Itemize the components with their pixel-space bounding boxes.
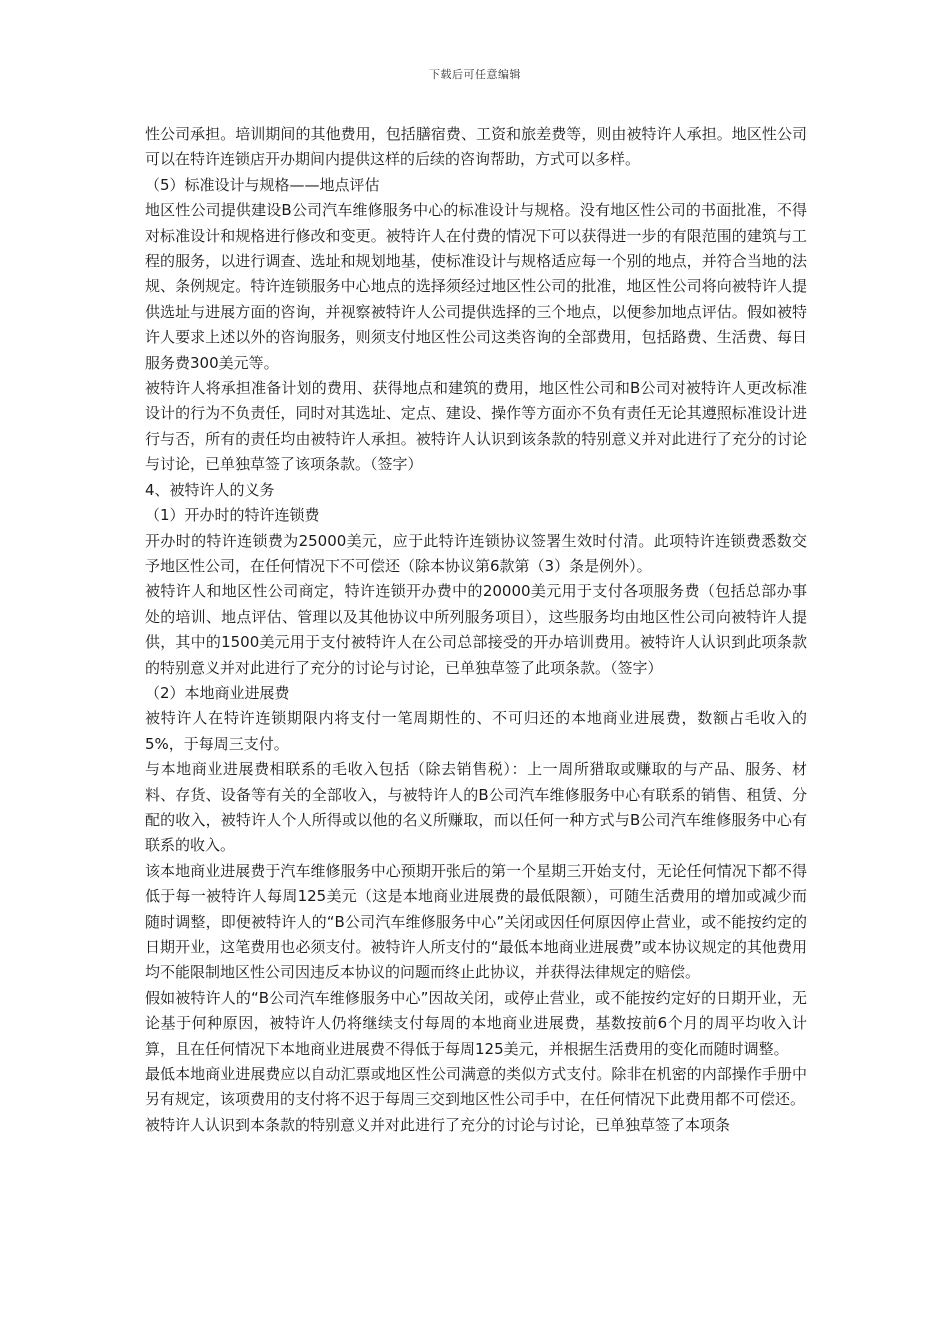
paragraph: 开办时的特许连锁费为25000美元，应于此特许连锁协议签署生效时付清。此项特许连锁费悉数交予地区性公司，在任何情况下不可偿还（除本协议第6款第（3）条是例外）。 <box>145 531 807 575</box>
paragraph: 假如被特许人的“B公司汽车维修服务中心”因故关闭，或停止营业，或不能按约定好的日期开业，无论基于何种原因，被特许人仍将继续支付每周的本地商业进展费，基数按前6个月的周平均收入计算，且在任何情况下本地商业进展费不得低于每周125美元，并根据生活费用的变化而随时调整。 <box>145 988 807 1058</box>
page-header: 下载后可任意编辑 <box>429 68 521 81</box>
paragraph: 被特许人认识到本条款的特别意义并对此进行了充分的讨论与讨论，已单独草签了本项条 <box>145 1115 731 1134</box>
paragraph: 被特许人和地区性公司商定，特许连锁开办费中的20000美元用于支付各项服务费（包括总部办事处的培训、地点评估、管理以及其他协议中所列服务项目），这些服务均由地区性公司向被特许人提供，其中的1500美元用于支付被特许人在公司总部接受的开办培训费用。被特许人认识到此项条款的特别意义并对此进行了充分的讨论与讨论，已单独草签了此项条款。（签字） <box>145 582 807 677</box>
section-heading: 4、被特许人的义务 <box>145 480 275 499</box>
paragraph: 最低本地商业进展费应以自动汇票或地区性公司满意的类似方式支付。除非在机密的内部操作手册中另有规定，该项费用的支付将不迟于每周三交到地区性公司手中，在任何情况下此费用都不可偿还。 <box>145 1065 807 1109</box>
paragraph: 被特许人将承担准备计划的费用、获得地点和建筑的费用，地区性公司和B公司对被特许人更改标准设计的行为不负责任，同时对其选址、定点、建设、操作等方面亦不负有责任无论其遵照标准设计进行与否，所有的责任均由被特许人承担。被特许人认识到该条款的特别意义并对此进行了充分的讨论与讨论，已单独草签了该项条款。（签字） <box>145 379 807 474</box>
section-heading: （2）本地商业进展费 <box>145 683 290 702</box>
paragraph: 该本地商业进展费于汽车维修服务中心预期开张后的第一个星期三开始支付，无论任何情况下都不得低于每一被特许人每周125美元（这是本地商业进展费的最低限额），可随生活费用的增加或减少而随时调整，即便被特许人的“B公司汽车维修服务中心”关闭或因任何原因停止营业，或不能按约定的日期开业，这笔费用也必须支付。被特许人所支付的“最低本地商业进展费”或本协议规定的其他费用均不能限制地区性公司因违反本协议的问题而终止此协议，并获得法律规定的赔偿。 <box>145 861 807 982</box>
paragraph: 被特许人在特许连锁期限内将支付一笔周期性的、不可归还的本地商业进展费，数额占毛收入的5%，于每周三支付。 <box>145 709 807 753</box>
section-heading: （5）标准设计与规格——地点评估 <box>145 175 380 194</box>
paragraph: 地区性公司提供建设B公司汽车维修服务中心的标准设计与规格。没有地区性公司的书面批准，不得对标准设计和规格进行修改和变更。被特许人在付费的情况下可以获得进一步的有限范围的建筑与工程的服务，以进行调查、选址和规划地基，使标准设计与规格适应每一个别的地点，并符合当地的法规、条例规定。特许连锁服务中心地点的选择须经过地区性公司的批准，地区性公司将向被特许人提供选址与进展方面的咨询，并视察被特许人公司提供选择的三个地点，以便参加地点评估。假如被特许人要求上述以外的咨询服务，则须支付地区性公司这类咨询的全部费用，包括路费、生活费、每日服务费300美元等。 <box>145 201 807 372</box>
document-body <box>145 122 807 1138</box>
section-heading: （1）开办时的特许连锁费 <box>145 506 320 525</box>
paragraph: 与本地商业进展费相联系的毛收入包括（除去销售税）：上一周所猎取或赚取的与产品、服务、材料、存货、设备等有关的全部收入，与被特许人的B公司汽车维修服务中心有联系的销售、租赁、分配的收入，被特许人个人所得或以他的名义所赚取，而以任何一种方式与B公司汽车维修服务中心有联系的收入。 <box>145 760 807 855</box>
paragraph: 性公司承担。培训期间的其他费用，包括膳宿费、工资和旅差费等，则由被特许人承担。地区性公司可以在特许连锁店开办期间内提供这样的后续的咨询帮助，方式可以多样。 <box>145 125 807 169</box>
